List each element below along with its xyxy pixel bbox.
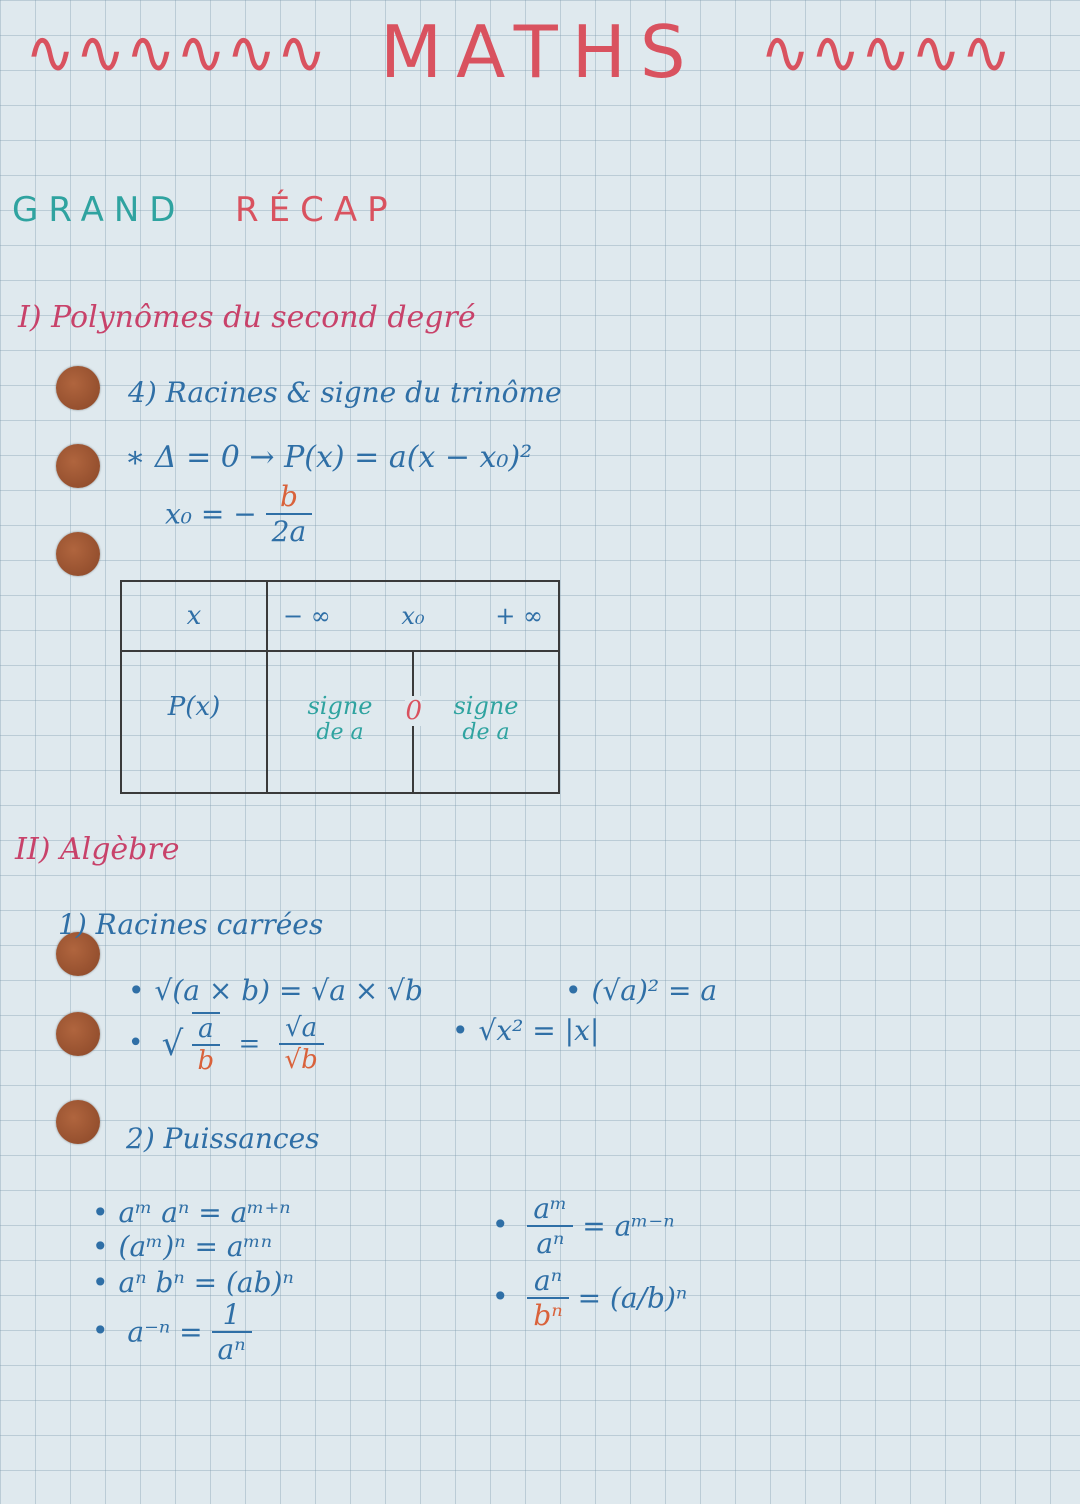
power-rule-5-rhs: = aᵐ⁻ⁿ [582,1209,675,1243]
binder-hole [56,1100,100,1144]
power-rule-4-lhs: a⁻ⁿ = [127,1315,203,1349]
power-rule-5-den: aⁿ [527,1225,573,1260]
power-rule-5: • $\frac{\text{aᵐ}}{\text{aⁿ}}$ = aᵐ⁻ⁿ [492,1192,675,1260]
binder-hole [56,1012,100,1056]
subsection-2-heading: 2) Puissances [126,1122,320,1155]
x0-numerator: b [279,480,298,513]
subtitle-grand: GRAND [12,190,186,230]
root-rule-2-rhs-num: √a [285,1013,318,1043]
table-plus-inf: + ∞ [495,602,543,630]
root-rule-2-lhs-den: b [192,1044,221,1076]
power-rule-4-fraction [212,1298,252,1366]
root-rule-2-lhs [192,1012,221,1076]
sign-table [120,580,560,794]
table-right-sign [413,651,559,793]
table-minus-inf: − ∞ [283,602,331,630]
root-rule-2-lhs-num: a [198,1014,214,1044]
subtitle-recap: RÉCAP [235,190,398,230]
header-squiggle-right: ∿∿∿∿∿ [760,18,1012,88]
table-zero: 0 [405,696,422,726]
power-rule-2: • (aᵐ)ⁿ = aᵐⁿ [92,1230,272,1263]
x0-denominator: 2a [266,513,313,548]
power-rule-5-num: aᵐ [533,1192,568,1225]
table-right-sign-line1: signe [453,692,519,720]
power-rule-6-num: aⁿ [534,1264,563,1297]
subsection-1-heading: 1) Racines carrées [58,908,324,941]
table-left-sign-line2: de a [316,720,364,745]
root-rule-3: • (√a)² = a [565,974,717,1007]
table-right-sign-line2: de a [462,720,510,745]
root-rule-1: • √(a × b) = √a × √b [128,974,423,1007]
power-rule-6-rhs: = (a/b)ⁿ [577,1281,688,1315]
power-rule-6-den: bⁿ [527,1297,568,1332]
table-left-sign-line1: signe [307,692,373,720]
page-title: MATHS [380,10,700,94]
subsection-4-heading: 4) Racines & signe du trinôme [128,376,562,409]
table-p-label: P(x) [167,692,221,722]
header-squiggle-left: ∿∿∿∿∿∿ [25,18,327,88]
table-x0: x₀ [401,602,425,630]
section-1-heading-text: I) Polynômes du second degré [18,300,476,335]
root-rule-2: • √ $\frac{a}{b}$ = $\frac{√a}{√b}$ [128,1012,324,1076]
x0-fraction [266,480,313,548]
root-rule-2-rhs [279,1013,324,1075]
section-1-heading [18,300,476,335]
power-rule-4-den: aⁿ [212,1331,252,1366]
binder-hole [56,366,100,410]
binder-hole [56,444,100,488]
section-2-heading: II) Algèbre [15,832,180,867]
table-left-sign [267,651,422,793]
table-x-header [121,581,267,651]
x0-formula [165,480,312,548]
power-rule-4-num: 1 [222,1298,241,1331]
table-x-label: x [186,601,202,631]
power-rule-3: • aⁿ bⁿ = (ab)ⁿ [92,1266,294,1299]
table-p-header [121,651,267,793]
power-rule-6: • $\frac{\text{aⁿ}}{\text{bⁿ}}$ = (a/b)ⁿ [492,1264,688,1332]
delta-formula: ∗ Δ = 0 → P(x) = a(x − x₀)² [125,440,533,475]
x0-lhs: x₀ = − [165,497,257,531]
root-rule-2-rhs-den: √b [279,1043,324,1075]
power-rule-1: • aᵐ aⁿ = aᵐ⁺ⁿ [92,1196,291,1229]
binder-hole [56,532,100,576]
power-rule-5-fraction [527,1192,573,1260]
root-rule-4: • √x² = |x| [452,1014,599,1047]
table-x-values [267,581,559,651]
power-rule-4: • a⁻ⁿ = $\frac{1}{\text{aⁿ}}$ [92,1298,252,1366]
power-rule-6-fraction [527,1264,568,1332]
